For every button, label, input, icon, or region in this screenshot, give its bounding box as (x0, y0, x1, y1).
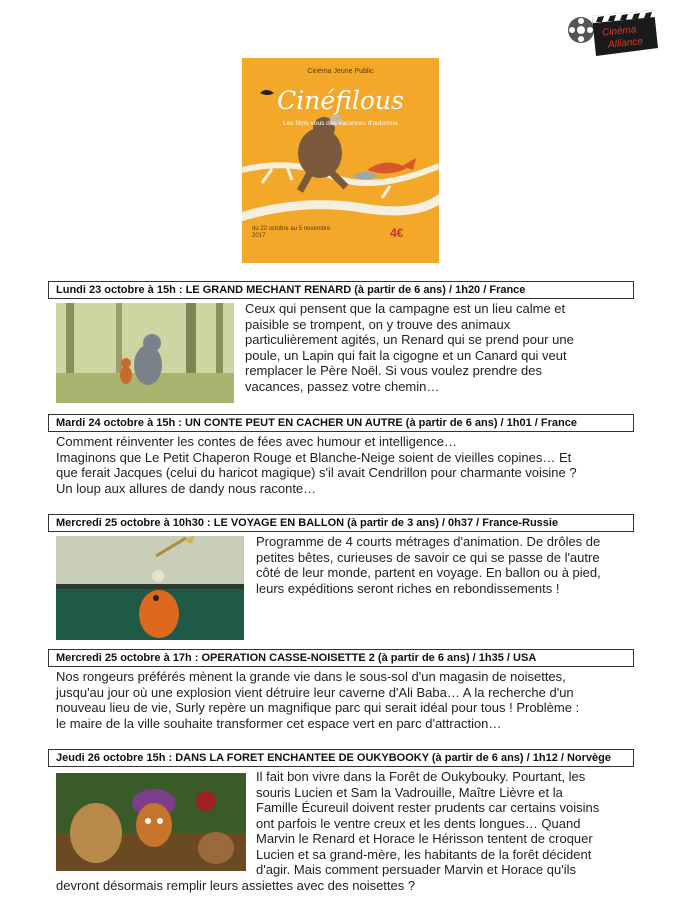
poster-title: Cinéfilous (277, 86, 404, 115)
film-description-2 (56, 434, 634, 496)
description-line: Lucien et sa grand-mère, les habitants de la forêt décident (256, 846, 592, 862)
film-description-5 (56, 769, 634, 893)
film-header-3: Mercredi 25 octobre à 10h30 : LE VOYAGE EN BALLON (à partir de 3 ans) / 0h37 / France-Russie (48, 514, 634, 532)
description-line: côté de leur monde, partent en voyage. En ballon ou à pied, (256, 565, 601, 580)
description-line: particulièrement agités, un Renard qui se prend pour une (245, 332, 574, 347)
description-line: devront désormais remplir leurs assiettes avec des noisettes ? (56, 877, 416, 893)
film-header-5: Jeudi 26 octobre 15h : DANS LA FORET ENCHANTEE DE OUKYBOOKY (à partir de 6 ans) / 1h12 / Norvège (48, 749, 634, 767)
cinefilous-poster (242, 58, 439, 263)
description-line: paisible se trompent, on y trouve des animaux (245, 316, 511, 332)
description-line: le maire de la ville souhaite transformer cet espace vert en parc d'attraction… (56, 715, 502, 731)
film-image-grand-mechant-renard (56, 303, 234, 403)
logo-text-1: Cinéma (601, 24, 637, 39)
description-line: remplacer le Père Noël. Si vous voulez prendre des (245, 363, 542, 378)
description-line: Famille Écureuil doivent rester prudents car certains voisins (256, 800, 600, 815)
poster-subtitle: Les films vous des vacances d'automne (283, 120, 398, 127)
description-line: poule, un Lapin qui fait la cigogne et un Canard qui veut (245, 347, 567, 363)
film-description-1 (245, 301, 635, 394)
description-line: Programme de 4 courts métrages d'animation. De drôles de (256, 534, 601, 549)
description-line: jusqu'au jour où une explosion vient détruire leur caverne d'Ali Baba… A la recherche d'un (56, 684, 574, 700)
cinema-alliance-logo (566, 8, 661, 60)
description-line: souris Lucien et Sam la Vadrouille, Maître Lièvre et la (256, 784, 563, 800)
poster-top-line: Cinéma Jeune Public (307, 68, 374, 75)
description-line: Il fait bon vivre dans la Forêt de Oukybouky. Pourtant, les (256, 769, 586, 784)
poster-price: 4€ (390, 226, 404, 240)
description-line: vacances, passez votre chemin… (245, 378, 440, 394)
description-line: d'agir. Mais comment persuader Marvin et Horace qu'ils (256, 862, 576, 877)
poster-dates: du 22 octobre au 5 novembre 2017 (252, 226, 331, 239)
description-line: Ceux qui pensent que la campagne est un lieu calme et (245, 301, 566, 316)
description-line: Imaginons que Le Petit Chaperon Rouge et Blanche-Neige soient de vieilles copines… Et (56, 449, 572, 465)
logo-text-2: Alliance (607, 36, 644, 51)
film-description-4 (56, 669, 634, 731)
description-line: Marvin le Renard et Horace le Hérisson tentent de croquer (256, 831, 593, 846)
description-line: ont parfois le ventre creux et les dents longues… Quand (256, 815, 581, 831)
film-description-3 (256, 534, 636, 596)
description-line: Comment réinventer les contes de fées avec humour et intelligence… (56, 434, 458, 449)
description-line: Un loup aux allures de dandy nous raconte… (56, 480, 317, 496)
description-line: que ferait Jacques (celui du haricot magique) s'il avait Cendrillon pour charmante voisine ? (56, 465, 577, 480)
film-header-4: Mercredi 25 octobre à 17h : OPERATION CASSE-NOISETTE 2 (à partir de 6 ans) / 1h35 / USA (48, 649, 634, 667)
film-image-voyage-en-ballon (56, 536, 244, 640)
film-header-1: Lundi 23 octobre à 15h : LE GRAND MECHANT RENARD (à partir de 6 ans) / 1h20 / France (48, 281, 634, 299)
description-line: petites bêtes, curieuses de savoir ce qui se passe de l'autre (256, 549, 600, 565)
description-line: nouveau lieu de vie, Surly repère un magnifique parc qui serait idéal pour tous ! Problème : (56, 700, 580, 715)
description-line: leurs expéditions seront riches en rebondissements ! (256, 580, 560, 596)
description-line: Nos rongeurs préférés mènent la grande vie dans le sous-sol d'un magasin de noisettes, (56, 669, 566, 684)
film-header-2: Mardi 24 octobre à 15h : UN CONTE PEUT EN CACHER UN AUTRE (à partir de 6 ans) / 1h01 / France (48, 414, 634, 432)
